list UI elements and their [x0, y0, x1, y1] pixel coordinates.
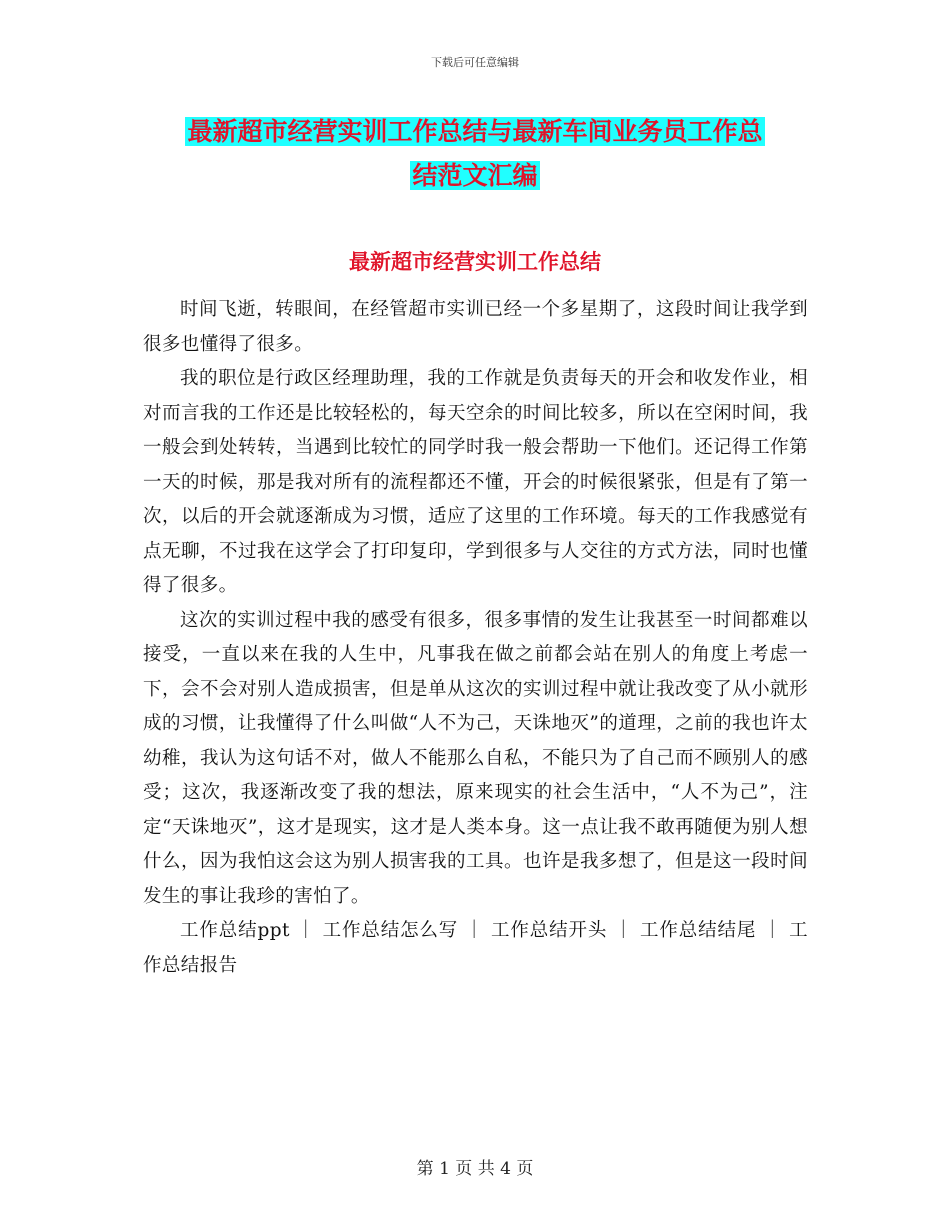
paragraph-3: 这次的实训过程中我的感受有很多，很多事情的发生让我甚至一时间都难以接受，一直以来在我的人生中，凡事我在做之前都会站在别人的角度上考虑一下，会不会对别人造成损害，但是单从这次的实训过程中就让我改变了从小就形成的习惯，让我懂得了什么叫做“人不为己，天诛地灭”的道理，之前的我也许太幼稚，我认为这句话不对，做人不能那么自私，不能只为了自己而不顾别人的感受；这次，我逐渐改变了我的想法，原来现实的社会生活中，“人不为己”，注定“天诛地灭”，这才是现实，这才是人类本身。这一点让我不敢再随便为别人想什么，因为我怕这会这为别人损害我的工具。也许是我多想了，但是这一段时间发生的事让我珍的害怕了。: [143, 609, 808, 907]
paragraph-1: 时间飞逝，转眼间，在经管超市实训已经一个多星期了，这段时间让我学到 很多也懂得了很多。: [143, 299, 808, 355]
paragraph-2: 我的职位是行政区经理助理，我的工作就是负责每天的开会和收发作业，相对而言我的工作还是比较轻松的，每天空余的时间比较多，所以在空闲时间，我一般会到处转转，当遇到比较忙的同学时我一般会帮助一下他们。还记得工作第一天的时候，那是我对所有的流程都还不懂，开会的时候很紧张，但是有了第一次，以后的开会就逐渐成为习惯，适应了这里的工作环境。每天的工作我感觉有点无聊，不过我在这学会了打印复印，学到很多与人交往的方式方法，同时也懂得了很多。: [143, 368, 808, 596]
section-title: 最新超市经营实训工作总结: [349, 250, 601, 274]
header-note: 下载后可任意编辑: [431, 56, 519, 69]
related-links: 工作总结ppt ｜ 工作总结怎么写 ｜ 工作总结开头 ｜ 工作总结结尾 ｜ 工作总结报告: [143, 920, 808, 976]
page-footer: 第 1 页 共 4 页: [416, 1159, 534, 1179]
document-title: [0, 110, 950, 198]
title-line-1: 最新超市经营实训工作总结与最新车间业务员工作总: [187, 117, 763, 146]
title-line-2: 结范文汇编: [412, 161, 538, 190]
body-text: [143, 293, 808, 983]
